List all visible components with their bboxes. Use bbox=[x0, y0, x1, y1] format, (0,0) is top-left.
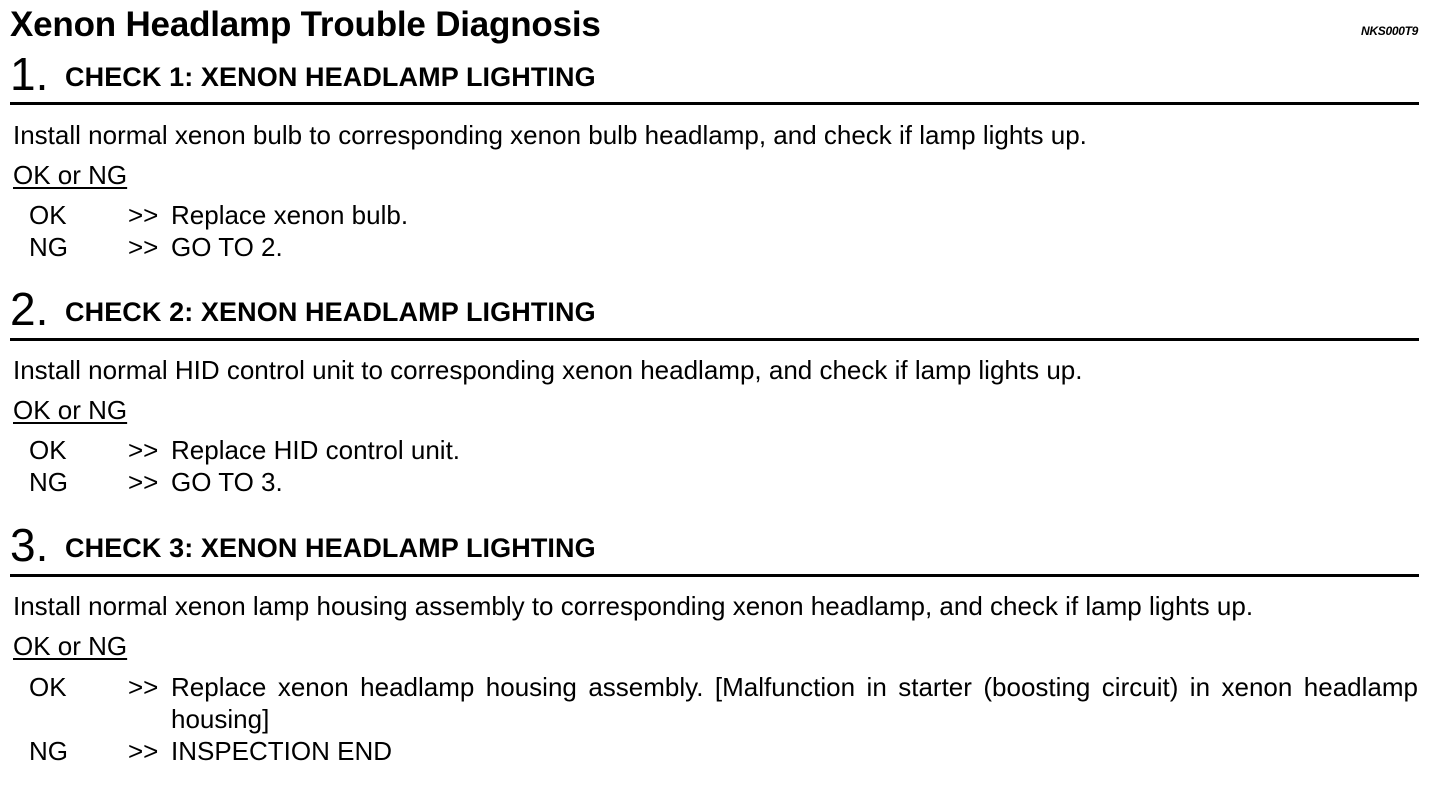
step-2-number: 2. bbox=[10, 283, 49, 335]
result-code: NG bbox=[29, 232, 68, 262]
result-code: NG bbox=[29, 467, 68, 497]
step-1-instruction: Install normal xenon bulb to corresponding xenon bulb headlamp, and check if lamp lights up. bbox=[13, 120, 1087, 150]
result-code: NG bbox=[29, 736, 68, 766]
step-3-divider bbox=[10, 574, 1419, 577]
result-text: GO TO 2. bbox=[171, 232, 283, 262]
result-arrow: >> bbox=[128, 200, 159, 230]
step-2-result-label: OK or NG bbox=[13, 395, 128, 425]
step-3-title: CHECK 3: XENON HEADLAMP LIGHTING bbox=[65, 533, 596, 563]
step-2-title: CHECK 2: XENON HEADLAMP LIGHTING bbox=[65, 297, 596, 327]
step-2-header bbox=[10, 283, 1420, 335]
result-arrow: >> bbox=[128, 435, 159, 465]
result-code: OK bbox=[29, 435, 67, 465]
result-arrow: >> bbox=[128, 467, 159, 497]
document-code: NKS000T9 bbox=[1361, 24, 1418, 38]
step-2-instruction: Install normal HID control unit to corresponding xenon headlamp, and check if lamp lights up. bbox=[13, 355, 1083, 385]
result-arrow: >> bbox=[128, 232, 159, 262]
result-arrow: >> bbox=[128, 736, 159, 766]
step-3-result-label: OK or NG bbox=[13, 631, 128, 661]
step-1-number: 1. bbox=[10, 48, 49, 100]
step-3-number: 3. bbox=[10, 519, 49, 571]
step-1-divider bbox=[10, 102, 1419, 105]
result-text: Replace HID control unit. bbox=[171, 435, 461, 465]
result-text: GO TO 3. bbox=[171, 467, 283, 497]
result-text: INSPECTION END bbox=[171, 736, 393, 766]
page-title: Xenon Headlamp Trouble Diagnosis bbox=[10, 5, 601, 44]
step-1-title: CHECK 1: XENON HEADLAMP LIGHTING bbox=[65, 62, 596, 92]
result-text: Replace xenon headlamp housing assembly. [Malfunction in starter (boosting circuit) in xenon headlamp housing] bbox=[171, 672, 1418, 734]
step-3-instruction: Install normal xenon lamp housing assembly to corresponding xenon headlamp, and check if lamp lights up. bbox=[13, 591, 1254, 621]
result-code: OK bbox=[29, 200, 67, 230]
result-text: Replace xenon bulb. bbox=[171, 200, 409, 230]
result-code: OK bbox=[29, 672, 67, 702]
result-arrow: >> bbox=[128, 672, 159, 702]
step-2-divider bbox=[10, 338, 1419, 341]
step-1-result-label: OK or NG bbox=[13, 160, 128, 190]
step-3-header bbox=[10, 519, 1420, 571]
step-1-header bbox=[10, 48, 1420, 100]
